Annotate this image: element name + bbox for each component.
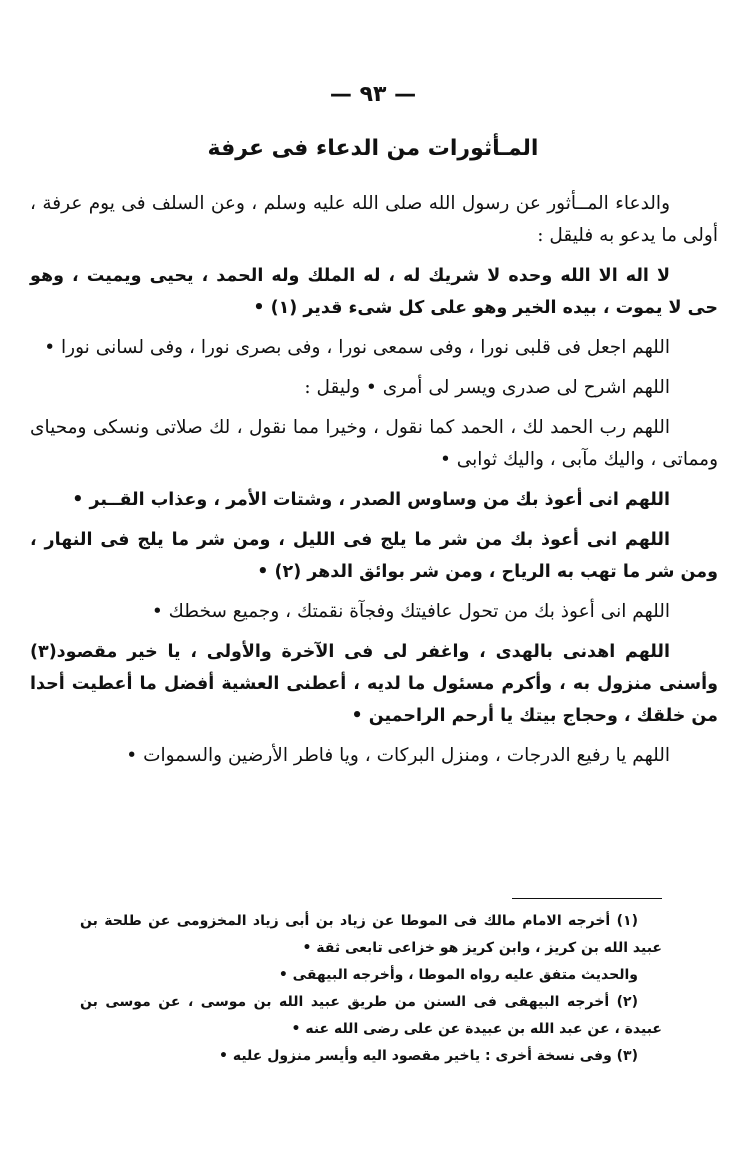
footnote-divider [512, 898, 662, 899]
page-number: — ٩٣ — [329, 82, 417, 107]
paragraph-sharr: اللهم انى أعوذ بك من شر ما يلج فى الليل ، ومن شر ما يلج فى النهار ، ومن شر ما تهب به الرياح ، ومن شر بوائق الدهر (٢) • [30, 530, 718, 582]
footnote-1: (١) أخرجه الامام مالك فى الموطا عن زياد بن أبى زياد المخزومى عن طلحة بن عبيد الله بن كريز ، وابن كريز هو خزاعى تابعى ثقة • [80, 913, 662, 956]
footnote-2: (٢) أخرجه البيهقى فى السنن من طريق عبيد الله بن موسى ، عن موسى بن عبيدة ، عن عبد الله بن عبيدة عن على رضى الله عنه • [80, 994, 662, 1037]
paragraph-huda: اللهم اهدنى بالهدى ، واغفر لى فى الآخرة والأولى ، يا خير مقصود(٣) وأسنى منزول به ، وأكرم مسئول ما لديه ، أعطنى العشية أفضل ما أعطيت أحدا من خلقك ، وحجاج بيتك يا أرحم الراحمين • [30, 642, 718, 726]
paragraph-wasawis: اللهم انى أعوذ بك من وساوس الصدر ، وشتات الأمر ، وعذاب القــبر • [72, 490, 670, 510]
main-text [30, 188, 718, 780]
footnotes [80, 908, 662, 1070]
paragraph-tahlil: لا اله الا الله وحده لا شريك له ، له الملك وله الحمد ، يحيى ويميت ، وهو حى لا يموت ، بيده الخير وهو على كل شىء قدير (١) • [30, 266, 718, 318]
footnote-1-continued: والحديث متفق عليه رواه الموطا ، وأخرجه البيهقى • [278, 967, 638, 983]
paragraph-darajat: اللهم يا رفيع الدرجات ، ومنزل البركات ، ويا فاطر الأرضين والسموات • [126, 745, 670, 766]
section-title: المـأثورات من الدعاء فى عرفة [207, 136, 539, 161]
paragraph-nur: اللهم اجعل فى قلبى نورا ، وفى سمعى نورا ، وفى بصرى نورا ، وفى لسانى نورا • [44, 337, 670, 358]
paragraph-afiya: اللهم انى أعوذ بك من تحول عافيتك وفجآة نقمتك ، وجميع سخطك • [151, 601, 670, 622]
footnote-3: (٣) وفى نسخة أخرى : ياخير مقصود اليه وأيسر منزول عليه • [219, 1048, 638, 1064]
paragraph-intro: والدعاء المــأثور عن رسول الله صلى الله عليه وسلم ، وعن السلف فى يوم عرفة ، أولى ما يدعو به فليقل : [30, 193, 718, 246]
paragraph-sharh: اللهم اشرح لى صدرى ويسر لى أمرى • وليقل : [304, 377, 670, 398]
paragraph-hamd: اللهم رب الحمد لك ، الحمد كما نقول ، وخيرا مما نقول ، لك صلاتى ونسكى ومحياى ومماتى ، واليك مآبى ، واليك ثوابى • [30, 417, 718, 470]
